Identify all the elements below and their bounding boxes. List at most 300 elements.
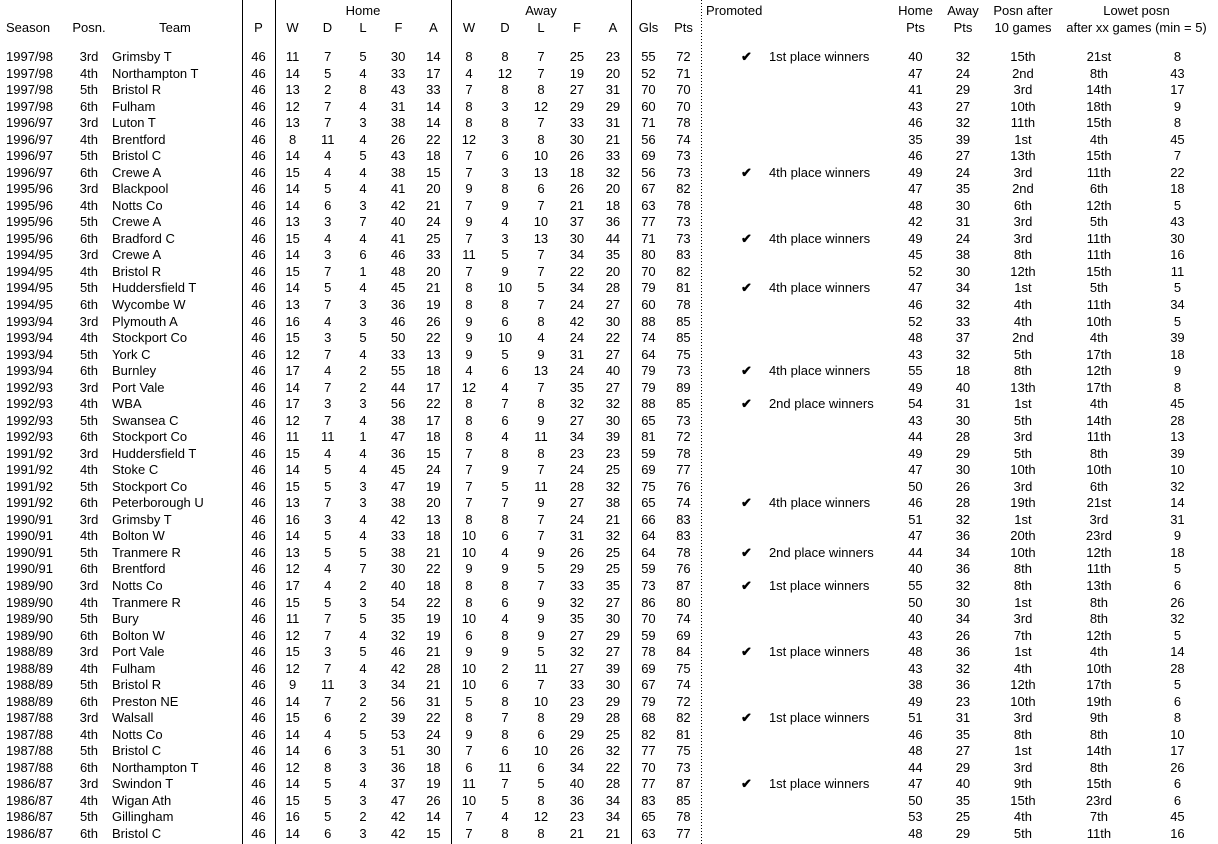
cell-home-pts: 41 bbox=[908, 82, 923, 98]
cell-home-d: 4 bbox=[324, 164, 332, 180]
cell-points: 73 bbox=[676, 363, 691, 379]
cell-season: 1995/96 bbox=[6, 230, 53, 246]
cell-home-f: 33 bbox=[390, 65, 406, 81]
cell-position: 3rd bbox=[79, 445, 99, 461]
cell-away-w: 7 bbox=[465, 495, 473, 511]
header-home-w: W bbox=[286, 20, 299, 35]
cell-away-w: 10 bbox=[461, 677, 477, 693]
cell-team: Tranmere R bbox=[112, 594, 181, 610]
promoted-label: 1st place winners bbox=[768, 49, 870, 64]
cell-home-pts: 48 bbox=[908, 825, 923, 841]
cell-away-f: 34 bbox=[569, 280, 585, 296]
cell-home-f: 42 bbox=[390, 809, 406, 825]
cell-team: Burnley bbox=[112, 363, 157, 379]
cell-lowest-posn: 23rd bbox=[1085, 792, 1112, 808]
cell-away-w: 7 bbox=[465, 809, 473, 825]
cell-lowest-posn: 4th bbox=[1089, 330, 1108, 346]
cell-season: 1988/89 bbox=[6, 660, 53, 676]
cell-home-w: 14 bbox=[285, 462, 300, 478]
cell-away-a: 34 bbox=[605, 792, 621, 808]
cell-away-l: 9 bbox=[537, 412, 545, 428]
table-row bbox=[0, 363, 1218, 380]
cell-away-f: 18 bbox=[569, 164, 585, 180]
cell-posn-after-10-games: 10th bbox=[1010, 693, 1036, 709]
cell-season: 1997/98 bbox=[6, 49, 53, 64]
cell-home-pts: 45 bbox=[908, 247, 923, 263]
cell-away-f: 27 bbox=[569, 82, 585, 98]
cell-home-w: 14 bbox=[285, 181, 300, 197]
cell-away-d: 9 bbox=[501, 197, 509, 213]
header-posn-after-line1: Posn after bbox=[993, 3, 1053, 18]
cell-home-w: 14 bbox=[285, 726, 300, 742]
cell-home-l: 5 bbox=[359, 49, 367, 64]
cell-home-w: 16 bbox=[285, 511, 300, 527]
cell-games-count: 5 bbox=[1173, 313, 1182, 329]
cell-team: Grimsby T bbox=[112, 49, 172, 64]
cell-points: 83 bbox=[676, 528, 691, 544]
cell-away-f: 21 bbox=[569, 825, 585, 841]
cell-team: Blackpool bbox=[112, 181, 169, 197]
cell-home-f: 50 bbox=[390, 330, 406, 346]
cell-home-a: 19 bbox=[426, 296, 441, 312]
cell-goals: 81 bbox=[641, 429, 656, 445]
cell-away-a: 35 bbox=[605, 578, 621, 593]
cell-season: 1993/94 bbox=[6, 330, 53, 346]
cell-position: 6th bbox=[79, 495, 99, 511]
cell-team: Brentford bbox=[112, 131, 166, 147]
cell-away-d: 3 bbox=[501, 164, 509, 180]
cell-home-l: 3 bbox=[359, 313, 367, 329]
cell-team: Swansea C bbox=[112, 412, 179, 428]
cell-team: Stockport Co bbox=[112, 429, 188, 445]
cell-lowest-posn: 5th bbox=[1089, 280, 1108, 296]
cell-lowest-posn: 4th bbox=[1089, 644, 1108, 660]
cell-lowest-posn: 12th bbox=[1086, 544, 1112, 560]
cell-home-l: 5 bbox=[359, 544, 367, 560]
cell-away-f: 24 bbox=[569, 363, 585, 379]
cell-team: Luton T bbox=[112, 115, 156, 131]
cell-lowest-posn: 10th bbox=[1086, 660, 1112, 676]
cell-home-d: 4 bbox=[324, 230, 332, 246]
cell-away-w: 8 bbox=[465, 49, 473, 64]
cell-posn-after-10-games: 5th bbox=[1013, 412, 1032, 428]
cell-away-f: 34 bbox=[569, 247, 585, 263]
cell-home-w: 15 bbox=[285, 230, 300, 246]
table-row bbox=[0, 347, 1218, 364]
cell-home-l: 4 bbox=[359, 660, 367, 676]
cell-home-l: 4 bbox=[359, 412, 367, 428]
cell-away-w: 8 bbox=[465, 578, 473, 593]
cell-home-f: 47 bbox=[390, 429, 406, 445]
cell-home-d: 3 bbox=[324, 644, 332, 660]
cell-points: 70 bbox=[676, 82, 691, 98]
cell-away-pts: 36 bbox=[955, 644, 971, 660]
cell-games-count: 43 bbox=[1170, 65, 1185, 81]
cell-away-pts: 24 bbox=[955, 164, 971, 180]
promoted-label: 4th place winners bbox=[768, 280, 871, 296]
cell-goals: 59 bbox=[641, 445, 656, 461]
cell-away-a: 23 bbox=[605, 445, 621, 461]
cell-home-f: 38 bbox=[390, 495, 406, 511]
cell-home-pts: 55 bbox=[908, 363, 923, 379]
cell-team: Bristol C bbox=[112, 148, 162, 164]
cell-home-w: 14 bbox=[285, 148, 300, 164]
cell-home-pts: 40 bbox=[908, 49, 923, 64]
promoted-check-icon: ✔ bbox=[740, 578, 752, 593]
table-row bbox=[0, 429, 1218, 446]
cell-home-f: 36 bbox=[390, 445, 406, 461]
cell-posn-after-10-games: 2nd bbox=[1012, 65, 1034, 81]
cell-away-w: 12 bbox=[461, 379, 477, 395]
cell-away-f: 24 bbox=[569, 511, 585, 527]
cell-away-d: 8 bbox=[501, 49, 509, 64]
cell-played: 46 bbox=[251, 759, 266, 775]
promoted-label: 4th place winners bbox=[768, 164, 871, 180]
cell-away-l: 5 bbox=[537, 644, 545, 660]
cell-posn-after-10-games: 5th bbox=[1013, 445, 1032, 461]
cell-away-l: 8 bbox=[537, 396, 545, 412]
cell-home-pts: 40 bbox=[908, 561, 923, 577]
cell-away-a: 20 bbox=[605, 181, 621, 197]
cell-home-d: 5 bbox=[324, 792, 332, 808]
cell-away-pts: 25 bbox=[955, 809, 971, 825]
cell-away-pts: 40 bbox=[955, 776, 971, 792]
cell-away-f: 27 bbox=[569, 660, 585, 676]
cell-away-pts: 35 bbox=[955, 726, 971, 742]
cell-away-l: 7 bbox=[537, 247, 545, 263]
cell-promoted bbox=[701, 115, 893, 132]
cell-games-count: 7 bbox=[1173, 148, 1182, 164]
cell-team: Fulham bbox=[112, 660, 156, 676]
cell-home-pts: 49 bbox=[908, 164, 923, 180]
cell-played: 46 bbox=[251, 197, 266, 213]
cell-position: 6th bbox=[79, 98, 99, 114]
cell-games-count: 32 bbox=[1170, 478, 1185, 494]
cell-games-count: 5 bbox=[1173, 280, 1182, 296]
cell-home-d: 7 bbox=[324, 495, 332, 511]
cell-season: 1991/92 bbox=[6, 495, 53, 511]
cell-away-a: 32 bbox=[605, 164, 621, 180]
cell-promoted bbox=[701, 677, 893, 694]
cell-goals: 75 bbox=[641, 478, 656, 494]
cell-away-w: 7 bbox=[465, 148, 473, 164]
header-home-d: D bbox=[322, 20, 333, 35]
header-pts: Pts bbox=[674, 20, 693, 35]
cell-points: 69 bbox=[676, 627, 691, 643]
cell-home-d: 5 bbox=[324, 462, 332, 478]
cell-home-pts: 44 bbox=[908, 759, 923, 775]
cell-points: 73 bbox=[676, 230, 691, 246]
cell-promoted bbox=[701, 264, 893, 281]
cell-home-f: 46 bbox=[390, 247, 406, 263]
cell-goals: 60 bbox=[641, 98, 656, 114]
cell-promoted bbox=[701, 644, 893, 661]
cell-posn-after-10-games: 3rd bbox=[1013, 710, 1033, 726]
cell-away-l: 13 bbox=[533, 363, 549, 379]
cell-posn-after-10-games: 8th bbox=[1013, 247, 1032, 263]
cell-points: 78 bbox=[676, 544, 691, 560]
cell-away-f: 35 bbox=[569, 379, 585, 395]
cell-played: 46 bbox=[251, 594, 266, 610]
header-away-group: Away bbox=[525, 3, 557, 18]
cell-goals: 65 bbox=[641, 809, 656, 825]
cell-away-d: 6 bbox=[501, 363, 509, 379]
cell-away-f: 42 bbox=[569, 313, 585, 329]
cell-home-a: 18 bbox=[426, 528, 441, 544]
cell-home-d: 5 bbox=[324, 594, 332, 610]
cell-team: Bury bbox=[112, 611, 139, 627]
cell-away-w: 11 bbox=[462, 247, 476, 263]
cell-away-pts: 31 bbox=[955, 710, 971, 726]
cell-away-d: 10 bbox=[497, 280, 513, 296]
cell-home-d: 7 bbox=[324, 263, 332, 279]
cell-played: 46 bbox=[251, 495, 266, 511]
cell-away-f: 23 bbox=[569, 809, 585, 825]
cell-home-pts: 43 bbox=[908, 660, 923, 676]
cell-promoted bbox=[701, 495, 893, 512]
cell-home-a: 33 bbox=[426, 82, 441, 98]
cell-season: 1995/96 bbox=[6, 181, 53, 197]
header-team: Team bbox=[159, 20, 191, 35]
cell-away-f: 26 bbox=[569, 148, 585, 164]
cell-home-a: 24 bbox=[426, 214, 441, 230]
cell-home-pts: 55 bbox=[908, 578, 923, 593]
cell-away-l: 8 bbox=[537, 792, 545, 808]
cell-home-pts: 54 bbox=[908, 396, 923, 412]
cell-home-l: 2 bbox=[359, 379, 367, 395]
cell-posn-after-10-games: 4th bbox=[1013, 809, 1032, 825]
cell-home-f: 47 bbox=[390, 478, 406, 494]
header-home-group: Home bbox=[345, 3, 381, 18]
cell-home-w: 12 bbox=[285, 759, 300, 775]
cell-position: 6th bbox=[79, 693, 99, 709]
cell-played: 46 bbox=[251, 230, 266, 246]
cell-season: 1996/97 bbox=[6, 148, 53, 164]
cell-home-pts: 47 bbox=[908, 776, 923, 792]
cell-home-a: 15 bbox=[426, 825, 441, 841]
cell-away-l: 7 bbox=[537, 379, 545, 395]
cell-away-f: 34 bbox=[569, 759, 585, 775]
cell-home-a: 18 bbox=[426, 363, 441, 379]
cell-season: 1992/93 bbox=[6, 412, 53, 428]
cell-position: 6th bbox=[79, 164, 99, 180]
cell-home-a: 19 bbox=[426, 776, 441, 792]
promoted-check-icon: ✔ bbox=[740, 776, 752, 792]
cell-home-pts: 35 bbox=[908, 131, 923, 147]
cell-away-l: 8 bbox=[537, 445, 545, 461]
cell-points: 77 bbox=[676, 462, 691, 478]
cell-home-f: 53 bbox=[390, 726, 406, 742]
cell-away-a: 27 bbox=[605, 594, 621, 610]
cell-home-w: 13 bbox=[285, 214, 300, 230]
cell-posn-after-10-games: 8th bbox=[1013, 561, 1032, 577]
cell-goals: 65 bbox=[641, 495, 656, 511]
cell-home-pts: 50 bbox=[908, 478, 923, 494]
cell-away-f: 33 bbox=[569, 115, 585, 131]
cell-away-d: 9 bbox=[501, 263, 509, 279]
cell-home-w: 11 bbox=[285, 49, 300, 64]
cell-away-pts: 31 bbox=[955, 396, 971, 412]
cell-away-f: 26 bbox=[569, 743, 585, 759]
table-row bbox=[0, 578, 1218, 595]
cell-away-l: 11 bbox=[534, 478, 548, 494]
cell-home-pts: 43 bbox=[908, 627, 923, 643]
cell-games-count: 26 bbox=[1170, 594, 1185, 610]
cell-promoted bbox=[701, 446, 893, 463]
cell-goals: 64 bbox=[641, 544, 656, 560]
cell-home-pts: 51 bbox=[908, 511, 923, 527]
cell-away-d: 8 bbox=[501, 693, 509, 709]
cell-posn-after-10-games: 8th bbox=[1013, 578, 1032, 593]
cell-played: 46 bbox=[251, 164, 266, 180]
cell-away-pts: 33 bbox=[955, 313, 971, 329]
cell-home-w: 14 bbox=[285, 197, 300, 213]
cell-home-d: 5 bbox=[324, 544, 332, 560]
cell-home-pts: 43 bbox=[908, 412, 923, 428]
cell-home-d: 7 bbox=[324, 346, 332, 362]
cell-played: 46 bbox=[251, 346, 266, 362]
cell-home-l: 7 bbox=[359, 561, 367, 577]
cell-points: 71 bbox=[676, 65, 691, 81]
cell-promoted bbox=[701, 363, 893, 380]
cell-goals: 64 bbox=[641, 528, 656, 544]
cell-games-count: 6 bbox=[1173, 776, 1182, 792]
table-row bbox=[0, 330, 1218, 347]
cell-goals: 70 bbox=[641, 611, 656, 627]
cell-away-l: 5 bbox=[537, 561, 545, 577]
cell-goals: 64 bbox=[641, 346, 656, 362]
cell-lowest-posn: 15th bbox=[1086, 115, 1112, 131]
cell-away-l: 7 bbox=[537, 49, 545, 64]
cell-home-pts: 47 bbox=[908, 181, 923, 197]
promoted-check-icon: ✔ bbox=[740, 396, 752, 412]
cell-team: Crewe A bbox=[112, 214, 162, 230]
cell-points: 73 bbox=[676, 164, 691, 180]
cell-lowest-posn: 10th bbox=[1086, 313, 1112, 329]
cell-home-w: 13 bbox=[285, 495, 300, 511]
cell-away-a: 39 bbox=[605, 660, 621, 676]
cell-away-pts: 36 bbox=[955, 561, 971, 577]
cell-home-l: 7 bbox=[359, 214, 367, 230]
table-row bbox=[0, 495, 1218, 512]
cell-home-f: 40 bbox=[390, 214, 406, 230]
cell-season: 1988/89 bbox=[6, 644, 53, 660]
cell-points: 78 bbox=[676, 809, 691, 825]
cell-home-w: 12 bbox=[285, 98, 300, 114]
cell-season: 1994/95 bbox=[6, 280, 53, 296]
cell-home-f: 55 bbox=[390, 363, 406, 379]
cell-away-w: 8 bbox=[465, 412, 473, 428]
cell-home-d: 5 bbox=[324, 809, 332, 825]
cell-lowest-posn: 18th bbox=[1086, 98, 1112, 114]
table-row bbox=[0, 479, 1218, 496]
cell-away-pts: 32 bbox=[955, 511, 971, 527]
cell-games-count: 45 bbox=[1170, 131, 1185, 147]
cell-games-count: 8 bbox=[1173, 710, 1182, 726]
cell-played: 46 bbox=[251, 148, 266, 164]
cell-posn-after-10-games: 10th bbox=[1010, 98, 1036, 114]
cell-home-f: 41 bbox=[390, 181, 406, 197]
cell-away-a: 21 bbox=[605, 825, 621, 841]
cell-position: 5th bbox=[79, 478, 99, 494]
cell-home-d: 5 bbox=[324, 280, 332, 296]
cell-season: 1996/97 bbox=[6, 164, 53, 180]
cell-season: 1996/97 bbox=[6, 115, 53, 131]
cell-home-l: 4 bbox=[359, 98, 367, 114]
cell-away-pts: 27 bbox=[955, 148, 971, 164]
cell-position: 3rd bbox=[79, 181, 99, 197]
cell-away-w: 4 bbox=[465, 65, 473, 81]
cell-away-d: 5 bbox=[501, 247, 509, 263]
cell-home-w: 8 bbox=[288, 131, 297, 147]
cell-played: 46 bbox=[251, 247, 266, 263]
cell-season: 1993/94 bbox=[6, 346, 53, 362]
cell-home-pts: 50 bbox=[908, 792, 923, 808]
cell-position: 6th bbox=[79, 429, 99, 445]
cell-home-l: 5 bbox=[359, 611, 367, 627]
cell-away-d: 3 bbox=[501, 131, 509, 147]
cell-away-w: 5 bbox=[465, 693, 473, 709]
cell-home-pts: 46 bbox=[908, 148, 923, 164]
cell-away-pts: 34 bbox=[955, 280, 971, 296]
cell-away-a: 28 bbox=[605, 776, 621, 792]
cell-posn-after-10-games: 13th bbox=[1010, 379, 1036, 395]
cell-season: 1987/88 bbox=[6, 710, 53, 726]
cell-lowest-posn: 11th bbox=[1086, 247, 1112, 263]
cell-away-pts: 36 bbox=[955, 528, 971, 544]
cell-position: 3rd bbox=[79, 710, 99, 726]
cell-promoted bbox=[701, 297, 893, 314]
cell-away-f: 29 bbox=[569, 561, 585, 577]
cell-goals: 70 bbox=[641, 759, 656, 775]
cell-away-a: 20 bbox=[605, 65, 621, 81]
cell-home-w: 13 bbox=[285, 115, 300, 131]
cell-home-l: 5 bbox=[359, 726, 367, 742]
cell-home-l: 4 bbox=[359, 445, 367, 461]
cell-games-count: 28 bbox=[1170, 412, 1185, 428]
cell-away-l: 10 bbox=[533, 214, 549, 230]
cell-points: 78 bbox=[676, 115, 691, 131]
cell-played: 46 bbox=[251, 726, 266, 742]
cell-goals: 69 bbox=[641, 660, 656, 676]
cell-home-d: 7 bbox=[324, 49, 332, 64]
cell-away-d: 4 bbox=[501, 809, 509, 825]
cell-away-w: 8 bbox=[465, 280, 473, 296]
cell-home-pts: 47 bbox=[908, 528, 923, 544]
cell-goals: 71 bbox=[641, 115, 656, 131]
cell-away-w: 6 bbox=[465, 759, 473, 775]
cell-home-a: 22 bbox=[426, 131, 441, 147]
cell-team: WBA bbox=[112, 396, 142, 412]
cell-points: 75 bbox=[676, 743, 691, 759]
cell-home-d: 3 bbox=[324, 511, 332, 527]
header-gls: Gls bbox=[638, 20, 659, 35]
table-row bbox=[0, 528, 1218, 545]
promoted-label: 2nd place winners bbox=[768, 544, 874, 560]
cell-position: 4th bbox=[79, 594, 99, 610]
cell-points: 74 bbox=[676, 495, 691, 511]
cell-away-pts: 36 bbox=[955, 677, 971, 693]
cell-games-count: 14 bbox=[1170, 495, 1185, 511]
cell-home-d: 4 bbox=[324, 561, 332, 577]
cell-away-a: 27 bbox=[605, 346, 621, 362]
table-row bbox=[0, 462, 1218, 479]
cell-home-w: 12 bbox=[285, 561, 300, 577]
table-row bbox=[0, 611, 1218, 628]
table-row bbox=[0, 661, 1218, 678]
cell-promoted bbox=[701, 512, 893, 529]
cell-position: 4th bbox=[79, 197, 99, 213]
